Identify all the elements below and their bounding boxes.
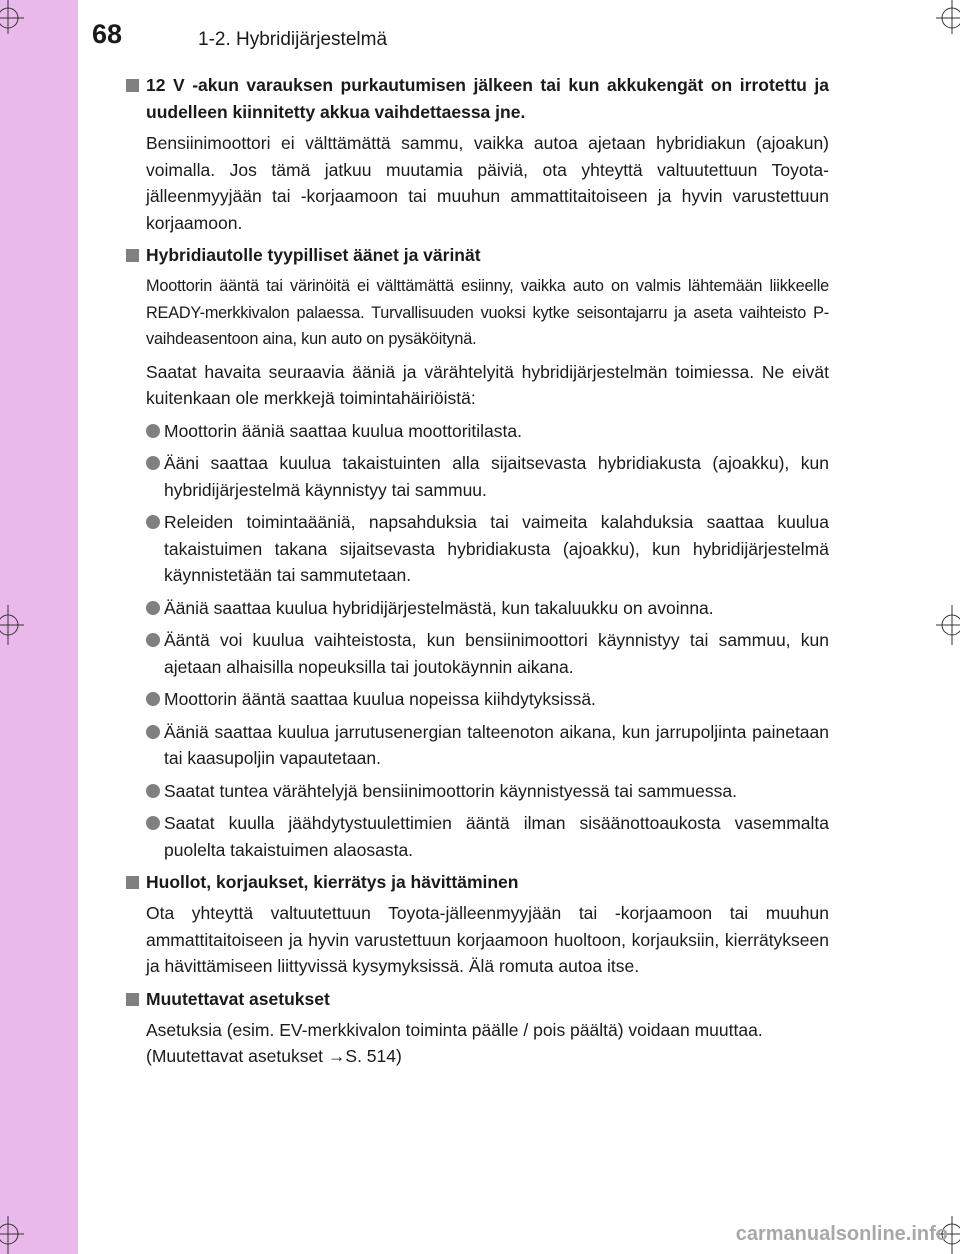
list-item — [126, 686, 829, 713]
list-item — [126, 595, 829, 622]
square-bullet-icon — [126, 993, 139, 1006]
paragraph: Asetuksia (esim. EV-merkkivalon toiminta päälle / pois päältä) voidaan muuttaa. — [146, 1019, 763, 1040]
list-item — [126, 810, 829, 863]
section-heading — [126, 242, 829, 269]
heading-text: Muutettavat asetukset — [146, 988, 330, 1009]
paragraph: Ota yhteyttä valtuutettuun Toyota-jälleenmyyjään tai -korjaamoon tai muuhun ammattitaitoiseen ja hyvin varustettuun korjaamoon huoltoon, korjauksiin, kierrätykseen ja hävittämiseen liittyvissä kysymyksissä. Älä romuta autoa itse. — [146, 903, 829, 976]
list-item — [126, 418, 829, 445]
list-item-text: Saatat kuulla jäähdytystuulettimien ääntä ilman sisäänottoaukosta vasemmalta puolelta takaistuimen alaosasta. — [164, 813, 829, 860]
list-item-text: Saatat tuntea värähtelyjä bensiinimoottorin käynnistyessä tai sammuessa. — [164, 780, 737, 801]
section-heading — [126, 986, 829, 1013]
list-item-text: Moottorin ääntä saattaa kuulua nopeissa kiihdytyksissä. — [164, 689, 596, 709]
list-item-text: Ääni saattaa kuulua takaistuinten alla sijaitsevasta hybridiakusta (ajoakku), kun hybridijärjestelmä käynnistyy tai sammuu. — [164, 453, 829, 500]
circle-bullet-icon — [146, 784, 160, 798]
section-title: 1-2. Hybridijärjestelmä — [198, 29, 388, 50]
registration-mark-bottom-left — [0, 1210, 30, 1254]
circle-bullet-icon — [146, 601, 160, 615]
list-item-text: Ääniä saattaa kuulua hybridijärjestelmästä, kun takaluukku on avoinna. — [164, 597, 714, 618]
registration-mark-left-middle — [0, 600, 30, 650]
square-bullet-icon — [126, 876, 139, 889]
heading-text: 12 V -akun varauksen purkautumisen jälkeen tai kun akkukengät on irrotettu ja uudelleen kiinnitetty akkua vaihdettaessa jne. — [146, 75, 829, 122]
registration-mark-right-middle — [930, 600, 960, 650]
section-heading — [126, 72, 829, 126]
square-bullet-icon — [126, 79, 139, 92]
registration-mark-top-left — [0, 0, 30, 40]
section-heading — [126, 869, 829, 896]
list-item-text: Ääntä voi kuulua vaihteistosta, kun bensiinimoottori käynnistyy tai sammuu, kun ajetaan alhaisilla nopeuksilla tai joutokäynnin aikana. — [164, 630, 829, 677]
circle-bullet-icon — [146, 633, 160, 647]
list-item-text: Ääniä saattaa kuulua jarrutusenergian talteenoton aikana, kun jarrupoljinta painetaan tai kaasupoljin vapautetaan. — [164, 721, 829, 768]
circle-bullet-icon — [146, 515, 160, 529]
watermark: carmanualsonline.info — [735, 1223, 948, 1245]
list-item — [126, 627, 829, 680]
circle-bullet-icon — [146, 725, 160, 739]
square-bullet-icon — [126, 249, 139, 262]
page-content — [126, 72, 829, 1076]
list-item-text: Releiden toimintaääniä, napsahduksia tai vaimeita kalahduksia saattaa kuulua takaistuimen takana sijaitsevasta hybridiakusta (ajoakku), kun hybridijärjestelmä käynnistetään tai sammutetaan. — [164, 512, 829, 585]
paragraph: Moottorin ääntä tai värinöitä ei välttämättä esiinny, vaikka auto on valmis lähtemään liikkeelle READY-merkkivalon palaessa. Turvallisuuden vuoksi kytke seisontajarru ja aseta vaihteisto P-vaihdeasentoon aina, kun auto on pysäköitynä. — [146, 277, 829, 348]
paragraph: Bensiinimoottori ei välttämättä sammu, vaikka autoa ajetaan hybridiakun (ajoakun) voimalla. Jos tämä jatkuu muutamia päiviä, ota yhteyttä valtuutettuun Toyota-jälleenmyyjään tai -korjaamoon tai muuhun ammattitaitoiseen ja hyvin varustettuun korjaamoon. — [146, 133, 829, 233]
heading-text: Huollot, korjaukset, kierrätys ja hävittäminen — [146, 872, 519, 892]
circle-bullet-icon — [146, 424, 160, 438]
registration-mark-top-right — [930, 0, 960, 40]
list-item — [126, 778, 829, 805]
circle-bullet-icon — [146, 456, 160, 470]
list-item-text: Moottorin ääniä saattaa kuulua moottoritilasta. — [164, 420, 522, 441]
page-number: 68 — [92, 19, 123, 49]
list-item — [126, 509, 829, 589]
circle-bullet-icon — [146, 692, 160, 706]
list-item — [126, 719, 829, 772]
cross-reference: (Muutettavat asetukset →S. 514) — [146, 1046, 402, 1066]
list-item — [126, 450, 829, 503]
heading-text: Hybridiautolle tyypilliset äänet ja värinät — [146, 245, 481, 265]
paragraph: Saatat havaita seuraavia ääniä ja värähtelyitä hybridijärjestelmän toimiessa. Ne eivät kuitenkaan ole merkkejä toimintahäiriöistä: — [146, 361, 829, 408]
circle-bullet-icon — [146, 816, 160, 830]
